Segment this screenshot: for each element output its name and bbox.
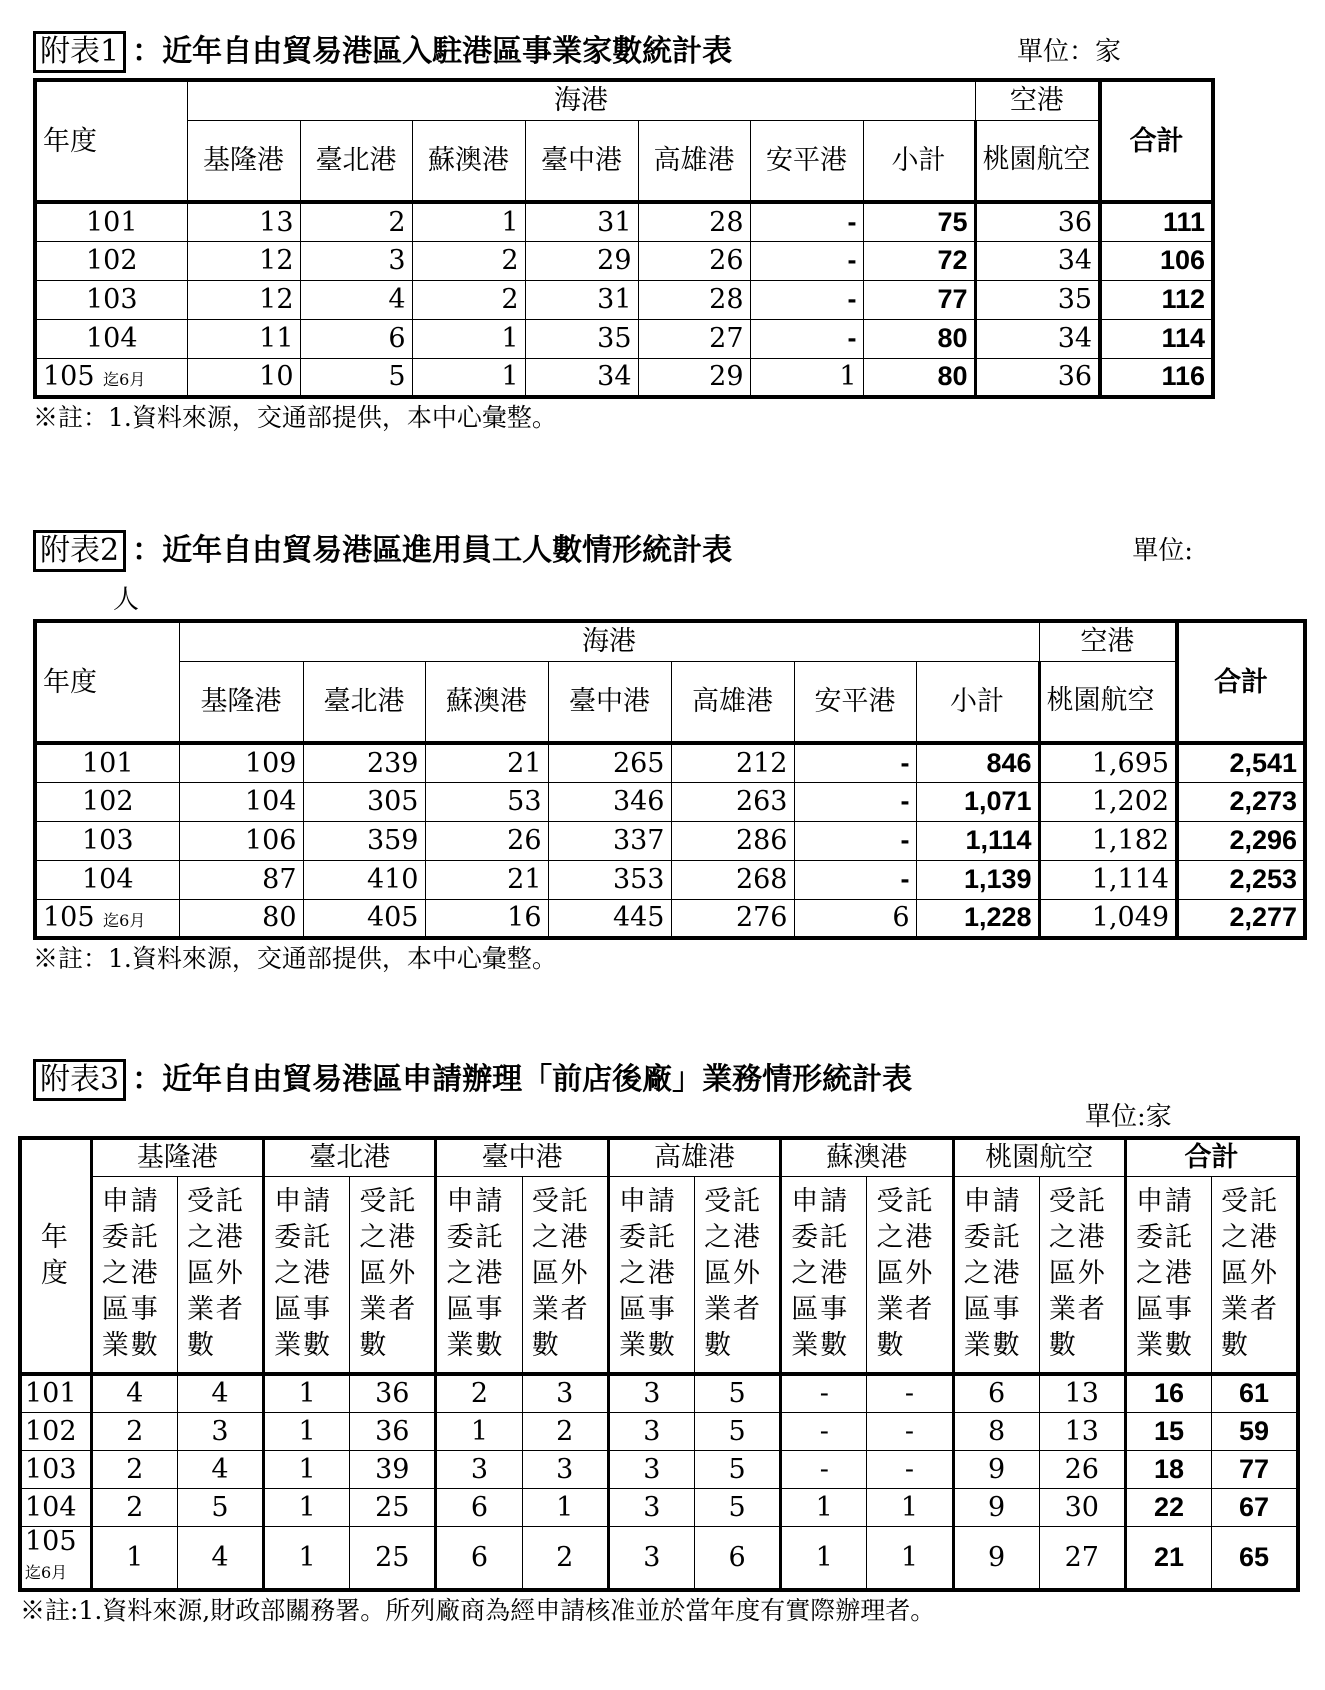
row-year: 101 [35,743,179,782]
cell: - [794,743,916,782]
header-sub-text: 申請委託之港區事業數 [101,1186,160,1362]
table-row [35,821,1305,860]
cell: 21 [425,860,548,899]
cell: 5 [694,1374,780,1412]
cell: 2,253 [1177,860,1305,899]
cell: 6 [694,1526,780,1590]
header-sub-text: 申請委託之港區事業數 [446,1186,505,1362]
header-group: 桃園航空 [953,1138,1125,1176]
row-year: 103 [35,280,187,319]
cell: 3 [608,1412,694,1450]
cell: 114 [1100,319,1213,358]
cell: 3 [608,1526,694,1590]
period-suffix: 迄6月 [103,911,146,931]
header-sub-text: 受託之港區外業者數 [1048,1186,1107,1362]
header-col: 安平港 [794,661,916,743]
header-group: 蘇澳港 [781,1138,953,1176]
header-col: 基隆港 [187,120,300,202]
cell: 4 [177,1526,263,1590]
cell: 29 [525,241,638,280]
cell: 16 [425,899,548,938]
cell: 2,273 [1177,782,1305,821]
table2-unit: 單位: [1132,536,1193,566]
cell: 1 [412,319,525,358]
cell: 2 [300,202,412,241]
table-row [35,202,1213,241]
cell: 5 [694,1450,780,1488]
cell: 12 [187,280,300,319]
table2-heading [33,529,1303,573]
row-year: 104 [35,860,179,899]
header-col: 臺北港 [303,661,425,743]
table1 [33,78,1215,399]
cell: 109 [179,743,303,782]
cell: 1 [781,1526,867,1590]
cell: - [867,1412,953,1450]
header-sub [781,1176,867,1374]
cell: 26 [1039,1450,1125,1488]
cell: 2 [522,1412,608,1450]
header-col: 基隆港 [179,661,303,743]
cell: 1,114 [916,821,1039,860]
cell: 2 [91,1450,177,1488]
header-sub-text: 受託之港區外業者數 [1221,1186,1280,1362]
table-row [35,782,1305,821]
cell: 16 [1125,1374,1211,1412]
cell: 104 [179,782,303,821]
row-year: 104 [20,1488,91,1526]
cell: 1,071 [916,782,1039,821]
cell: 4 [300,280,412,319]
table3-tag: 附表3 [33,1059,126,1101]
header-airport: 空港 [975,80,1100,120]
row-year: 102 [35,241,187,280]
row-year [35,358,187,397]
table2 [33,619,1307,940]
cell: 59 [1212,1412,1298,1450]
cell: 1,695 [1039,743,1177,782]
cell: 3 [522,1374,608,1412]
header-sub-text: 受託之港區外業者數 [359,1186,418,1362]
row-year-text: 105 [43,902,95,934]
header-year-text: 年度 [40,1222,68,1289]
cell: 263 [671,782,794,821]
cell: 1,114 [1039,860,1177,899]
header-seaport: 海港 [179,621,1039,661]
row-year: 104 [35,319,187,358]
cell: 3 [436,1450,522,1488]
table1-heading [33,30,1211,74]
table1-note: ※註：1.資料來源，交通部提供，本中心彙整。 [33,403,557,432]
header-group: 臺中港 [436,1138,608,1176]
cell: 1 [264,1450,350,1488]
cell: 3 [608,1450,694,1488]
header-col: 蘇澳港 [412,120,525,202]
header-sub-text: 受託之港區外業者數 [531,1186,590,1362]
header-year: 年度 [35,80,187,202]
cell: 65 [1212,1526,1298,1590]
table3-note: ※註:1.資料來源,財政部關務署。所列廠商為經申請核准並於當年度有實際辦理者。 [20,1596,936,1625]
cell: 6 [794,899,916,938]
cell: - [750,280,863,319]
header-col: 臺北港 [300,120,412,202]
cell: 2 [412,280,525,319]
row-year: 103 [35,821,179,860]
table3-unit: 單位:家 [1085,1102,1172,1132]
table-row [35,860,1305,899]
table-row [35,899,1305,938]
table3-title-text: ：近年自由貿易港區申請辦理「前店後廠」業務情形統計表 [132,1062,913,1097]
cell: 846 [916,743,1039,782]
row-year: 101 [20,1374,91,1412]
table-row [20,1526,1298,1590]
cell: 36 [975,202,1100,241]
row-year: 102 [35,782,179,821]
cell: 1 [264,1412,350,1450]
cell: 4 [91,1374,177,1412]
cell: 112 [1100,280,1213,319]
table-row [20,1412,1298,1450]
cell: - [794,821,916,860]
header-col: 臺中港 [548,661,671,743]
table2-note: ※註：1.資料來源，交通部提供，本中心彙整。 [33,944,557,973]
cell: 1 [264,1526,350,1590]
cell: 61 [1212,1374,1298,1412]
header-col: 小計 [863,120,975,202]
header-col: 高雄港 [638,120,750,202]
cell: 1 [750,358,863,397]
cell: 26 [425,821,548,860]
cell: 1,228 [916,899,1039,938]
cell: 2 [522,1526,608,1590]
cell: 87 [179,860,303,899]
cell: 405 [303,899,425,938]
cell: 36 [350,1412,436,1450]
cell: - [867,1450,953,1488]
header-col: 高雄港 [671,661,794,743]
cell: 445 [548,899,671,938]
header-sub-text: 受託之港區外業者數 [704,1186,763,1362]
cell: 18 [1125,1450,1211,1488]
cell: 359 [303,821,425,860]
cell: 111 [1100,202,1213,241]
cell: 27 [638,319,750,358]
cell: 39 [350,1450,436,1488]
cell: 30 [1039,1488,1125,1526]
cell: - [750,319,863,358]
cell: 4 [177,1374,263,1412]
cell: 2 [91,1488,177,1526]
cell: 25 [350,1526,436,1590]
cell: 5 [300,358,412,397]
cell: 1 [436,1412,522,1450]
cell: 22 [1125,1488,1211,1526]
cell: - [750,241,863,280]
header-sub [436,1176,522,1374]
header-sub-text: 申請委託之港區事業數 [1136,1186,1194,1362]
header-sub-text: 申請委託之港區事業數 [274,1186,333,1362]
table3 [18,1136,1300,1592]
cell: 72 [863,241,975,280]
header-sub [694,1176,780,1374]
cell: 21 [1125,1526,1211,1590]
cell: 239 [303,743,425,782]
cell: 2 [436,1374,522,1412]
table-row [20,1374,1298,1412]
cell: 1 [91,1526,177,1590]
cell: 3 [608,1488,694,1526]
cell: 5 [694,1412,780,1450]
header-sub [1039,1176,1125,1374]
table-row [20,1488,1298,1526]
header-sub [953,1176,1039,1374]
cell: 28 [638,280,750,319]
row-year [20,1526,91,1590]
cell: 305 [303,782,425,821]
header-sub-text: 受託之港區外業者數 [186,1186,245,1362]
header-sub [91,1176,177,1374]
header-group: 臺北港 [264,1138,436,1176]
table-row [35,319,1213,358]
cell: 11 [187,319,300,358]
cell: 77 [1212,1450,1298,1488]
header-sub [867,1176,953,1374]
row-year [35,899,179,938]
header-sub [608,1176,694,1374]
cell: 21 [425,743,548,782]
cell: 35 [525,319,638,358]
table-row [35,743,1305,782]
cell: - [781,1374,867,1412]
cell: 6 [300,319,412,358]
cell: 8 [953,1412,1039,1450]
cell: 1 [412,358,525,397]
cell: 1 [264,1488,350,1526]
header-sub-text: 申請委託之港區事業數 [618,1186,677,1362]
cell: 13 [1039,1374,1125,1412]
cell: 31 [525,202,638,241]
cell: 116 [1100,358,1213,397]
cell: 3 [608,1374,694,1412]
header-col: 桃園航空 [975,120,1100,202]
cell: 6 [436,1488,522,1526]
cell: 5 [177,1488,263,1526]
cell: 1 [412,202,525,241]
cell: 36 [350,1374,436,1412]
cell: 77 [863,280,975,319]
header-group: 合計 [1125,1138,1298,1176]
row-year: 102 [20,1412,91,1450]
cell: 3 [300,241,412,280]
cell: 1 [264,1374,350,1412]
cell: 1 [781,1488,867,1526]
header-sub [264,1176,350,1374]
cell: 212 [671,743,794,782]
cell: 34 [975,319,1100,358]
cell: 1 [867,1488,953,1526]
table2-tag: 附表2 [33,530,126,572]
table2-title [33,530,732,572]
period-suffix: 迄6月 [103,370,146,390]
cell: 6 [436,1526,522,1590]
header-airport: 空港 [1039,621,1177,661]
cell: 75 [863,202,975,241]
header-sub [522,1176,608,1374]
cell: 13 [187,202,300,241]
cell: 1,049 [1039,899,1177,938]
cell: 337 [548,821,671,860]
cell: 9 [953,1488,1039,1526]
table1-title [33,31,732,73]
header-group: 高雄港 [608,1138,780,1176]
cell: - [781,1412,867,1450]
cell: 106 [179,821,303,860]
table-row [35,241,1213,280]
table3-title [33,1058,1325,1102]
header-total: 合計 [1100,80,1213,202]
cell: 6 [953,1374,1039,1412]
cell: 265 [548,743,671,782]
cell: 67 [1212,1488,1298,1526]
cell: 1 [522,1488,608,1526]
header-total: 合計 [1177,621,1305,743]
cell: 346 [548,782,671,821]
cell: 34 [525,358,638,397]
header-seaport: 海港 [187,80,975,120]
header-sub [1212,1176,1298,1374]
cell: 80 [179,899,303,938]
cell: 4 [177,1450,263,1488]
header-sub-text: 申請委託之港區事業數 [791,1186,850,1362]
cell: 29 [638,358,750,397]
cell: 13 [1039,1412,1125,1450]
row-year-text: 105 [25,1526,77,1557]
cell: 3 [177,1412,263,1450]
table1-tag: 附表1 [33,31,126,73]
cell: - [794,782,916,821]
table2-title-text: ：近年自由貿易港區進用員工人數情形統計表 [132,533,733,568]
cell: 12 [187,241,300,280]
cell: - [750,202,863,241]
header-col: 蘇澳港 [425,661,548,743]
header-col: 安平港 [750,120,863,202]
cell: 276 [671,899,794,938]
header-sub-text: 受託之港區外業者數 [876,1186,935,1362]
cell: 10 [187,358,300,397]
cell: 9 [953,1526,1039,1590]
cell: 2,541 [1177,743,1305,782]
cell: 3 [522,1450,608,1488]
cell: 80 [863,358,975,397]
header-sub [177,1176,263,1374]
cell: 26 [638,241,750,280]
header-col: 臺中港 [525,120,638,202]
header-year [20,1138,91,1374]
row-year: 103 [20,1450,91,1488]
header-sub [350,1176,436,1374]
cell: 268 [671,860,794,899]
cell: 36 [975,358,1100,397]
cell: 9 [953,1450,1039,1488]
cell: - [867,1374,953,1412]
cell: 2 [412,241,525,280]
table2-unit-suffix: 人 [113,585,140,615]
header-col: 小計 [916,661,1039,743]
cell: 28 [638,202,750,241]
cell: 353 [548,860,671,899]
header-sub [1125,1176,1211,1374]
cell: 106 [1100,241,1213,280]
cell: 1,139 [916,860,1039,899]
table-row [35,280,1213,319]
cell: 2,277 [1177,899,1305,938]
table1-unit: 單位：家 [1016,37,1121,67]
cell: 31 [525,280,638,319]
table-row [20,1450,1298,1488]
row-year-text: 105 [43,361,95,393]
cell: 286 [671,821,794,860]
cell: 1 [867,1526,953,1590]
cell: - [794,860,916,899]
table-row [35,358,1213,397]
header-group: 基隆港 [91,1138,263,1176]
cell: 2 [91,1412,177,1450]
cell: 25 [350,1488,436,1526]
period-suffix: 迄6月 [25,1562,68,1582]
table1-title-text: ：近年自由貿易港區入駐港區事業家數統計表 [132,34,733,69]
cell: 5 [694,1488,780,1526]
header-year: 年度 [35,621,179,743]
cell: 27 [1039,1526,1125,1590]
header-sub-text: 申請委託之港區事業數 [963,1186,1022,1362]
cell: 35 [975,280,1100,319]
cell: 80 [863,319,975,358]
cell: 34 [975,241,1100,280]
cell: - [781,1450,867,1488]
cell: 15 [1125,1412,1211,1450]
header-col: 桃園航空 [1039,661,1177,743]
cell: 2,296 [1177,821,1305,860]
row-year: 101 [35,202,187,241]
cell: 1,182 [1039,821,1177,860]
cell: 1,202 [1039,782,1177,821]
cell: 410 [303,860,425,899]
cell: 53 [425,782,548,821]
